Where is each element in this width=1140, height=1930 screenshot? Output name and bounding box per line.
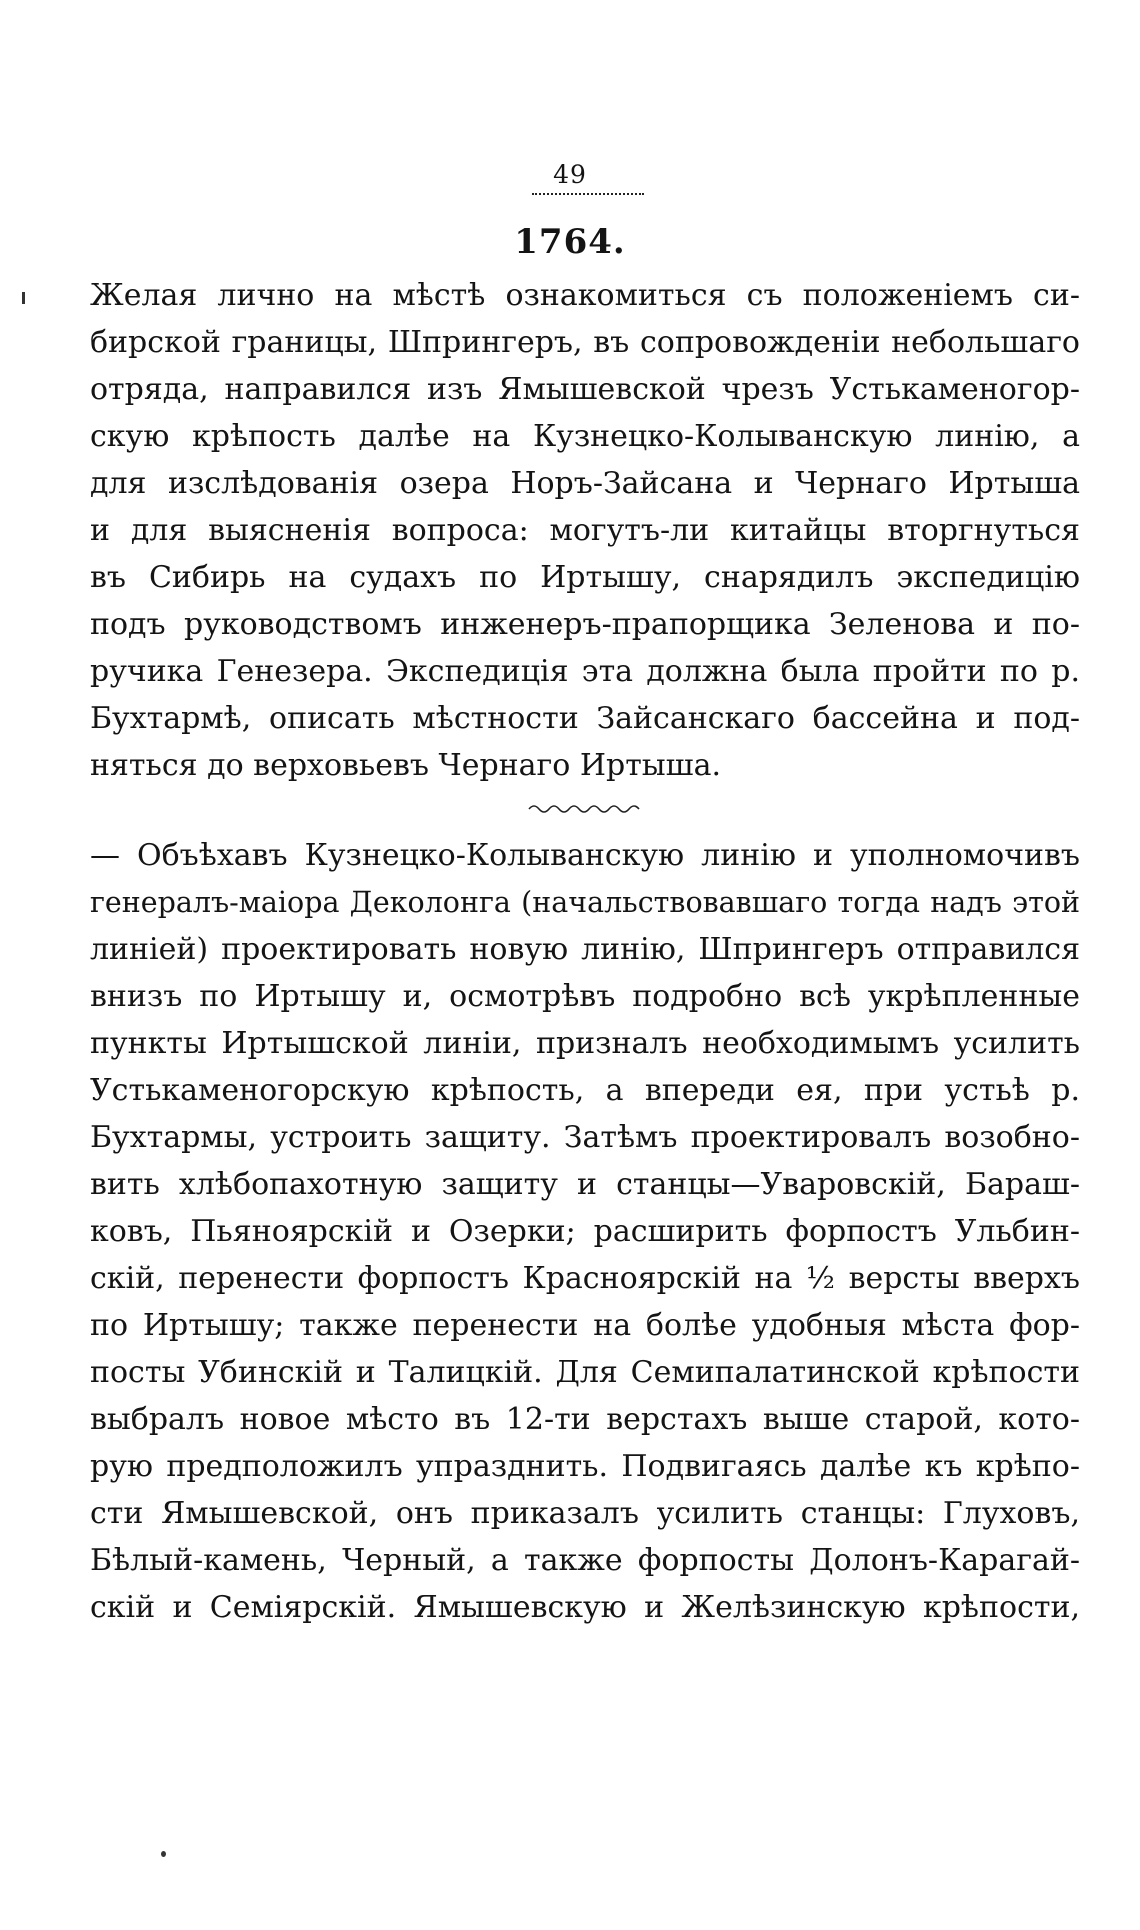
paragraph-line: Бухтармы, устроить защиту. Затѣмъ проектировалъ возобно- xyxy=(90,1120,1080,1155)
paragraph-line: вить хлѣбопахотную защиту и станцы—Уваровскій, Барaш- xyxy=(90,1167,1080,1202)
paragraph-line: для изслѣдованія озера Норъ-Зайсана и Чернаго Иртыша xyxy=(90,466,1080,501)
paragraph-line: и для выясненія вопроса: могутъ-ли китайцы вторгнуться xyxy=(90,513,1080,548)
page-number: 49 xyxy=(553,160,587,189)
paragraph-line: внизъ по Иртышу и, осмотрѣвъ подробно всѣ укрѣпленные xyxy=(90,979,1080,1014)
paragraph-line: отряда, направился изъ Ямышевской чрезъ Устькаменогор- xyxy=(90,372,1080,407)
paragraph-line: Бѣлый-камень, Черный, а также форпосты Долонъ-Карагай- xyxy=(90,1543,1080,1578)
paragraph-line: линіей) проектировать новую линію, Шпрингеръ отправился xyxy=(90,932,1080,967)
paragraph-line: скую крѣпость далѣе на Кузнецко-Колыванскую линію, а xyxy=(90,419,1080,454)
year-heading: 1764. xyxy=(514,222,626,262)
paragraph-line: ковъ, Пьяноярскій и Озерки; расширить форпостъ Ульбин- xyxy=(90,1214,1080,1249)
paragraph-line: рую предположилъ упразднить. Подвигаясь далѣе къ крѣпо- xyxy=(90,1449,1080,1484)
paragraph-line: по Иртышу; также перенести на болѣе удобныя мѣста фор- xyxy=(90,1308,1080,1343)
paragraph-line: Бухтармѣ, описать мѣстности Зайсанскаго бассейна и под- xyxy=(90,701,1080,736)
paragraph-line: пункты Иртышской линіи, призналъ необходимымъ усилить xyxy=(90,1026,1080,1061)
margin-mark xyxy=(22,292,25,304)
paragraph-line: генералъ-маіора Деколонга (начальствовавшаго тогда надъ этой xyxy=(90,886,1080,919)
print-speck xyxy=(161,1851,166,1857)
paragraph-line: выбралъ новое мѣсто въ 12-ти верстахъ выше старой, кото- xyxy=(90,1402,1080,1437)
paragraph-line: Желая лично на мѣстѣ ознакомиться съ положеніемъ си- xyxy=(90,278,1080,313)
paragraph-line: — Объѣхавъ Кузнецко-Колыванскую линію и уполномочивъ xyxy=(90,838,1080,873)
paragraph-line: посты Убинскій и Талицкій. Для Семипалатинской крѣпости xyxy=(90,1355,1080,1390)
paragraph-line: Устькаменогорскую крѣпость, а впереди ея, при устьѣ р. xyxy=(90,1073,1080,1108)
paragraph-line: сти Ямышевской, онъ приказалъ усилить станцы: Глуховъ, xyxy=(90,1496,1080,1531)
paragraph-line: подъ руководствомъ инженеръ-прапорщика Зеленова и по- xyxy=(90,607,1080,642)
section-divider-ornament xyxy=(527,802,643,816)
page-number-dotted-rule xyxy=(532,193,644,195)
paragraph-line: въ Сибирь на судахъ по Иртышу, снарядилъ экспедицію xyxy=(90,560,1080,595)
paragraph-line: няться до верховьевъ Чернаго Иртыша. xyxy=(90,748,721,783)
paragraph-line: бирской границы, Шпрингеръ, въ сопровожденіи небольшаго xyxy=(90,325,1080,360)
paragraph-line: ручика Генезера. Экспедиція эта должна была пройти по р. xyxy=(90,654,1080,689)
paragraph-line: скій, перенести форпостъ Красноярскій на ½ версты вверхъ xyxy=(90,1261,1080,1296)
paragraph-line: скій и Семіярскій. Ямышевскую и Желѣзинскую крѣпости, xyxy=(90,1590,1080,1625)
